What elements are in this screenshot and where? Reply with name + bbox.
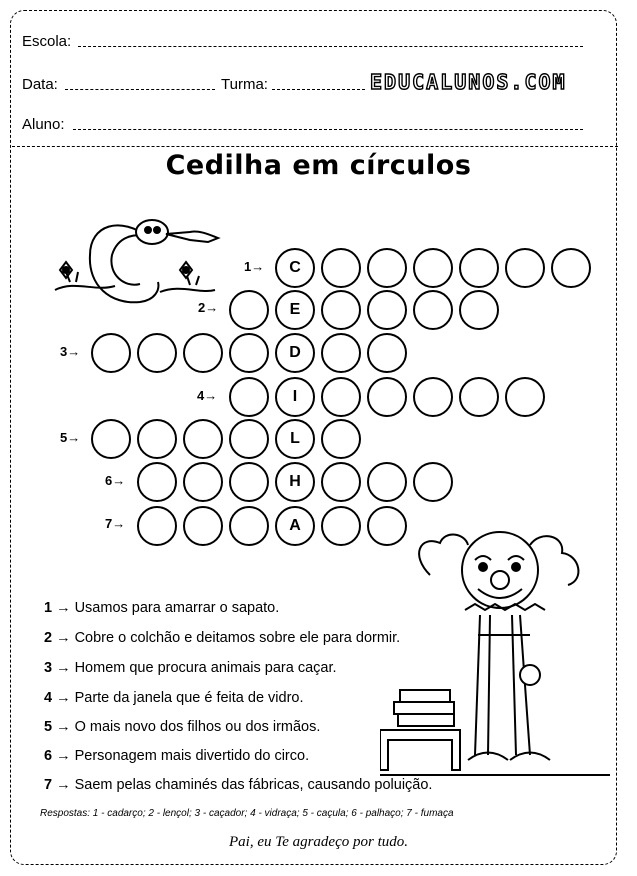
puzzle-circle[interactable] bbox=[229, 333, 269, 373]
puzzle-circle[interactable] bbox=[321, 290, 361, 330]
puzzle-circle[interactable] bbox=[229, 377, 269, 417]
puzzle-circle[interactable] bbox=[413, 290, 453, 330]
puzzle-circle[interactable]: I bbox=[275, 377, 315, 417]
clue-7: 7 → Saem pelas chaminés das fábricas, causando poluição. bbox=[44, 777, 433, 793]
page-title: Cedilha em círculos bbox=[165, 150, 472, 181]
clue-6: 6 → Personagem mais divertido do circo. bbox=[44, 748, 310, 764]
puzzle-circle[interactable] bbox=[367, 333, 407, 373]
puzzle-circle[interactable] bbox=[183, 506, 223, 546]
puzzle-circle[interactable] bbox=[321, 377, 361, 417]
puzzle-circle[interactable] bbox=[413, 377, 453, 417]
puzzle-circle[interactable] bbox=[183, 419, 223, 459]
puzzle-circle[interactable] bbox=[229, 462, 269, 502]
puzzle-circle[interactable] bbox=[367, 377, 407, 417]
row-label-4: 4→ bbox=[197, 388, 218, 403]
puzzle-circle[interactable] bbox=[413, 462, 453, 502]
date-label: Data: bbox=[22, 76, 58, 93]
puzzle-circle[interactable] bbox=[459, 248, 499, 288]
brand-logo: EDUCALUNOS.COM bbox=[370, 70, 567, 94]
student-field[interactable] bbox=[73, 129, 583, 130]
puzzle-circle[interactable] bbox=[459, 377, 499, 417]
puzzle-circle[interactable] bbox=[459, 290, 499, 330]
header-divider bbox=[12, 146, 618, 147]
clown-illustration bbox=[380, 525, 615, 790]
puzzle-circle[interactable] bbox=[91, 333, 131, 373]
puzzle-circle[interactable]: L bbox=[275, 419, 315, 459]
snake-illustration bbox=[40, 210, 230, 335]
row-label-6: 6→ bbox=[105, 473, 126, 488]
footer-quote: Pai, eu Te agradeço por tudo. bbox=[228, 834, 409, 850]
puzzle-circle[interactable] bbox=[137, 333, 177, 373]
row-label-2: 2→ bbox=[198, 300, 219, 315]
clue-1: 1 → Usamos para amarrar o sapato. bbox=[44, 600, 280, 616]
puzzle-circle[interactable] bbox=[229, 506, 269, 546]
puzzle-circle[interactable] bbox=[413, 248, 453, 288]
class-label: Turma: bbox=[221, 76, 268, 93]
puzzle-circle[interactable] bbox=[321, 333, 361, 373]
puzzle-circle[interactable] bbox=[505, 248, 545, 288]
puzzle-circle[interactable] bbox=[321, 248, 361, 288]
puzzle-circle[interactable] bbox=[321, 419, 361, 459]
row-label-7: 7→ bbox=[105, 516, 126, 531]
puzzle-circle[interactable] bbox=[505, 377, 545, 417]
puzzle-circle[interactable]: C bbox=[275, 248, 315, 288]
row-label-5: 5→ bbox=[60, 430, 81, 445]
puzzle-circle[interactable]: H bbox=[275, 462, 315, 502]
puzzle-circle[interactable] bbox=[367, 462, 407, 502]
puzzle-circle[interactable] bbox=[367, 290, 407, 330]
school-field[interactable] bbox=[78, 46, 583, 47]
class-field[interactable] bbox=[272, 89, 365, 90]
puzzle-circle[interactable] bbox=[91, 419, 131, 459]
puzzle-circle[interactable] bbox=[137, 506, 177, 546]
date-field[interactable] bbox=[65, 89, 215, 90]
row-label-3: 3→ bbox=[60, 344, 81, 359]
puzzle-circle[interactable] bbox=[137, 462, 177, 502]
puzzle-circle[interactable] bbox=[229, 290, 269, 330]
clue-3: 3 → Homem que procura animais para caçar. bbox=[44, 660, 337, 676]
row-label-1: 1→ bbox=[244, 259, 265, 274]
school-label: Escola: bbox=[22, 33, 72, 50]
puzzle-circle[interactable] bbox=[183, 462, 223, 502]
puzzle-circle[interactable] bbox=[137, 419, 177, 459]
clue-2: 2 → Cobre o colchão e deitamos sobre ele para dormir. bbox=[44, 630, 401, 646]
puzzle-circle[interactable] bbox=[229, 419, 269, 459]
puzzle-circle[interactable] bbox=[321, 462, 361, 502]
puzzle-circle[interactable] bbox=[367, 248, 407, 288]
puzzle-circle[interactable] bbox=[321, 506, 361, 546]
puzzle-circle[interactable]: A bbox=[275, 506, 315, 546]
answer-key: Respostas: 1 - cadarço; 2 - lençol; 3 - caçador; 4 - vidraça; 5 - caçula; 6 - palhaço; 7 - fumaça bbox=[40, 808, 454, 819]
puzzle-circle[interactable] bbox=[183, 333, 223, 373]
puzzle-circle[interactable] bbox=[551, 248, 591, 288]
puzzle-circle[interactable]: D bbox=[275, 333, 315, 373]
clue-5: 5 → O mais novo dos filhos ou dos irmãos. bbox=[44, 719, 321, 735]
puzzle-circle[interactable]: E bbox=[275, 290, 315, 330]
clue-4: 4 → Parte da janela que é feita de vidro. bbox=[44, 690, 304, 706]
student-label: Aluno: bbox=[22, 116, 65, 133]
